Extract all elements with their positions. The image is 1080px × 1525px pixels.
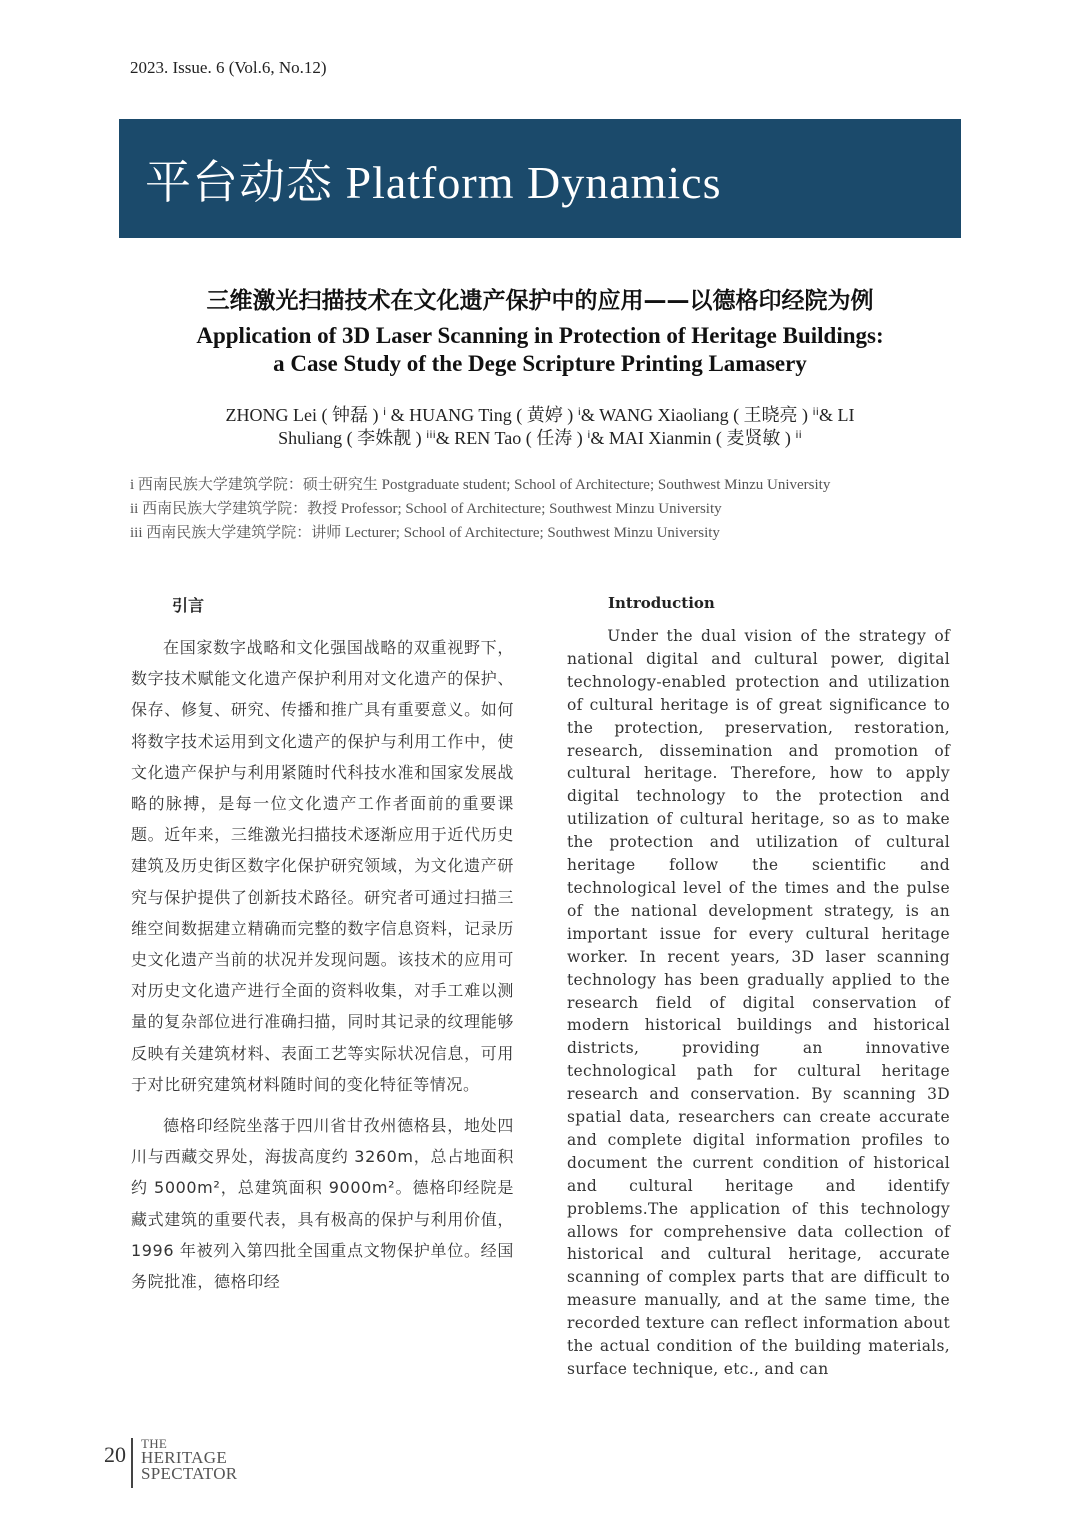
magazine-name-line2: HERITAGE <box>141 1448 228 1467</box>
paragraph-cn-2: 德格印经院坐落于四川省甘孜州德格县，地处四川与西藏交界处，海拔高度约 3260m，总占地面积约 5000m²，总建筑面积 9000m²。德格印经院是藏式建筑的重要代表，具有极高的保护与利用价值，1996 年被列入第四批全国重点文物保护单位。经国务院批准，德格印经 <box>131 1116 514 1292</box>
article-title-cn: 三维激光扫描技术在文化遗产保护中的应用——以德格印经院为例 <box>206 288 874 314</box>
page-footer <box>104 1438 237 1488</box>
magazine-name-line3: SPECTATOR <box>141 1464 238 1483</box>
magazine-name-line1: THE <box>141 1436 168 1451</box>
body-en <box>567 625 950 1381</box>
affiliations <box>130 475 950 547</box>
issue-info: 2023. Issue. 6 (Vol.6, No.12) <box>130 58 327 77</box>
affiliation-iii: iii 西南民族大学建筑学院：讲师 Lecturer; School of Architecture; Southwest Minzu University <box>130 525 720 541</box>
author-line2: Shuliang ( 李姝靓 ) ⁱⁱⁱ& REN Tao ( 任涛 ) ⁱ& MAI Xianmin ( 麦贤敏 ) ⁱⁱ <box>278 428 802 448</box>
article-title-en-line2: a Case Study of the Dege Scripture Printing Lamasery <box>273 351 807 376</box>
section-banner <box>119 119 961 238</box>
footer-divider <box>131 1438 133 1488</box>
author-list <box>0 404 1080 450</box>
body-cn <box>131 632 514 1307</box>
paragraph-en-1: Under the dual vision of the strategy of national digital and cultural power, digital technology-enabled protection and utilization of cultural heritage is of great significance to the protection, preservation, restoration, research, dissemination and promotion of cultural heritage. Therefore, how to apply digital technology to the protection and utilization of cultural heritage, so as to make the protection and utilization of cultural heritage follow the scientific and technological level of the times and the pulse of the national development strategy, is an important issue for every cultural heritage worker. In recent years, 3D laser scanning technology has been gradually applied to the research field of digital conservation of modern historical buildings and historical districts, providing an innovative technological path for cultural heritage research and conservation. By scanning 3D spatial data, researchers can create accurate and complete digital information profiles to document the current condition of historical and cultural heritage and identify problems.The application of this technology allows for comprehensive data collection of historical and cultural heritage, accurate scanning of complex parts that are difficult to measure manually, and at the same time, the recorded texture can reflect information about the actual condition of the building materials, surface technique, etc., and can <box>567 627 950 1378</box>
author-line1: ZHONG Lei ( 钟磊 ) ⁱ & HUANG Ting ( 黄婷 ) ⁱ& WANG Xiaoliang ( 王晓亮 ) ⁱⁱ& LI <box>225 405 855 425</box>
article-title-en <box>0 322 1080 378</box>
heading-cn: 引言 <box>172 596 205 615</box>
page-number: 20 <box>104 1442 126 1467</box>
affiliation-i: i 西南民族大学建筑学院：硕士研究生 Postgraduate student; School of Architecture; Southwest Minzu University <box>130 477 831 493</box>
magazine-logo <box>141 1438 237 1482</box>
section-title: 平台动态 Platform Dynamics <box>145 156 722 208</box>
paragraph-cn-1: 在国家数字战略和文化强国战略的双重视野下，数字技术赋能文化遗产保护利用对文化遗产的保护、保存、修复、研究、传播和推广具有重要意义。如何将数字技术运用到文化遗产的保护与利用工作中，使文化遗产保护与利用紧随时代科技水准和国家发展战略的脉搏，是每一位文化遗产工作者面前的重要课题。近年来，三维激光扫描技术逐渐应用于近代历史建筑及历史街区数字化保护研究领域，为文化遗产研究与保护提供了创新技术路径。研究者可通过扫描三维空间数据建立精确而完整的数字信息资料，记录历史文化遗产当前的状况并发现问题。该技术的应用可对历史文化遗产进行全面的资料收集，对手工难以测量的复杂部位进行准确扫描，同时其记录的纹理能够反映有关建筑材料、表面工艺等实际状况信息，可用于对比研究建筑材料随时间的变化特征等情况。 <box>131 638 514 1094</box>
heading-en: Introduction <box>608 594 715 612</box>
affiliation-ii: ii 西南民族大学建筑学院：教授 Professor; School of Architecture; Southwest Minzu University <box>130 501 722 517</box>
article-title-en-line1: Application of 3D Laser Scanning in Protection of Heritage Buildings: <box>196 323 884 348</box>
